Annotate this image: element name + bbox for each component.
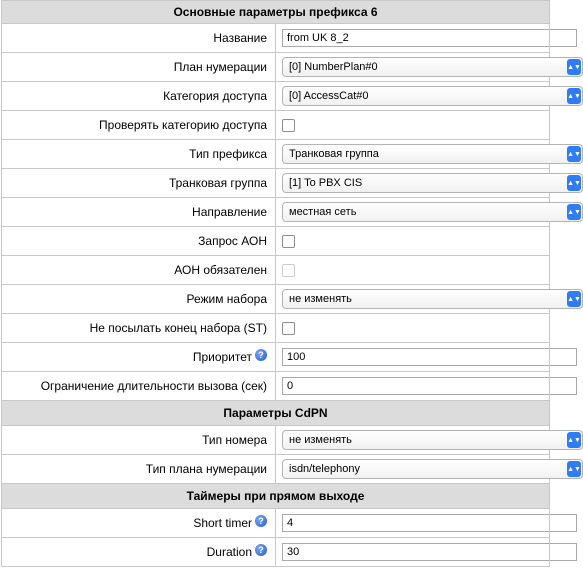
row-call-duration-limit xyxy=(2,372,550,401)
access-category-value: [0] AccessCat#0 xyxy=(289,90,369,102)
row-priority xyxy=(2,343,550,372)
row-numbering-plan xyxy=(2,53,550,82)
priority-input[interactable]: 100 xyxy=(282,348,577,366)
row-duration xyxy=(2,538,550,567)
name-input[interactable]: from UK 8_2 xyxy=(282,29,577,47)
duration-label: Duration xyxy=(206,545,252,559)
direction-label: Направление xyxy=(2,198,276,227)
row-name xyxy=(2,24,550,53)
numbering-plan-label: План нумерации xyxy=(2,53,276,82)
name-label: Название xyxy=(2,24,276,53)
updown-arrows-icon: ▲▼ xyxy=(567,88,581,104)
number-type-select[interactable] xyxy=(282,430,583,450)
access-category-label: Категория доступа xyxy=(2,82,276,111)
section-header-main: Основные параметры префикса 6 xyxy=(2,1,550,24)
prefix-type-select[interactable] xyxy=(282,144,583,164)
short-timer-input[interactable]: 4 xyxy=(282,514,577,532)
row-access-category xyxy=(2,82,550,111)
numbering-plan-select[interactable] xyxy=(282,57,583,77)
no-send-st-label: Не посылать конец набора (ST) xyxy=(2,314,276,343)
row-direction xyxy=(2,198,550,227)
aon-request-checkbox[interactable] xyxy=(282,235,295,248)
dial-mode-select[interactable] xyxy=(282,289,583,309)
check-access-category-checkbox[interactable] xyxy=(282,119,295,132)
numbering-plan-type-label: Тип плана нумерации xyxy=(2,455,276,484)
dial-mode-value: не изменять xyxy=(289,293,352,305)
question-help-icon[interactable]: ? xyxy=(255,515,267,527)
row-check-access-category xyxy=(2,111,550,140)
updown-arrows-icon: ▲▼ xyxy=(567,59,581,75)
call-duration-limit-label: Ограничение длительности вызова (сек) xyxy=(2,372,276,401)
trunk-group-select[interactable] xyxy=(282,173,583,193)
updown-arrows-icon: ▲▼ xyxy=(567,146,581,162)
question-help-icon[interactable]: ? xyxy=(255,544,267,556)
row-aon-required xyxy=(2,256,550,285)
priority-label: Приоритет xyxy=(192,350,252,364)
numbering-plan-type-select[interactable] xyxy=(282,459,583,479)
aon-required-checkbox xyxy=(282,264,295,277)
section-header-timers: Таймеры при прямом выходе xyxy=(2,484,550,509)
numbering-plan-value: [0] NumberPlan#0 xyxy=(289,61,378,73)
direction-select[interactable] xyxy=(282,202,583,222)
trunk-group-label: Транковая группа xyxy=(2,169,276,198)
row-dial-mode xyxy=(2,285,550,314)
row-numbering-plan-type xyxy=(2,455,550,484)
number-type-value: не изменять xyxy=(289,434,352,446)
updown-arrows-icon: ▲▼ xyxy=(567,461,581,477)
aon-required-label: АОН обязателен xyxy=(2,256,276,285)
duration-input[interactable]: 30 xyxy=(282,543,577,561)
row-aon-request xyxy=(2,227,550,256)
row-trunk-group xyxy=(2,169,550,198)
short-timer-label: Short timer xyxy=(193,516,252,530)
section-header-cdpn: Параметры CdPN xyxy=(2,401,550,426)
access-category-select[interactable] xyxy=(282,86,583,106)
no-send-st-checkbox[interactable] xyxy=(282,322,295,335)
aon-request-label: Запрос АОН xyxy=(2,227,276,256)
row-no-send-st xyxy=(2,314,550,343)
prefix-type-label: Тип префикса xyxy=(2,140,276,169)
row-short-timer xyxy=(2,509,550,538)
dial-mode-label: Режим набора xyxy=(2,285,276,314)
number-type-label: Тип номера xyxy=(2,426,276,455)
numbering-plan-type-value: isdn/telephony xyxy=(289,463,360,475)
check-access-category-label: Проверять категорию доступа xyxy=(2,111,276,140)
updown-arrows-icon: ▲▼ xyxy=(567,175,581,191)
call-duration-limit-input[interactable]: 0 xyxy=(282,377,577,395)
updown-arrows-icon: ▲▼ xyxy=(567,432,581,448)
updown-arrows-icon: ▲▼ xyxy=(567,291,581,307)
prefix-settings-form xyxy=(1,0,581,567)
trunk-group-value: [1] To PBX CIS xyxy=(289,177,363,189)
question-help-icon[interactable]: ? xyxy=(255,349,267,361)
direction-value: местная сеть xyxy=(289,206,357,218)
row-number-type xyxy=(2,426,550,455)
updown-arrows-icon: ▲▼ xyxy=(567,204,581,220)
prefix-type-value: Транковая группа xyxy=(289,148,379,160)
row-prefix-type xyxy=(2,140,550,169)
